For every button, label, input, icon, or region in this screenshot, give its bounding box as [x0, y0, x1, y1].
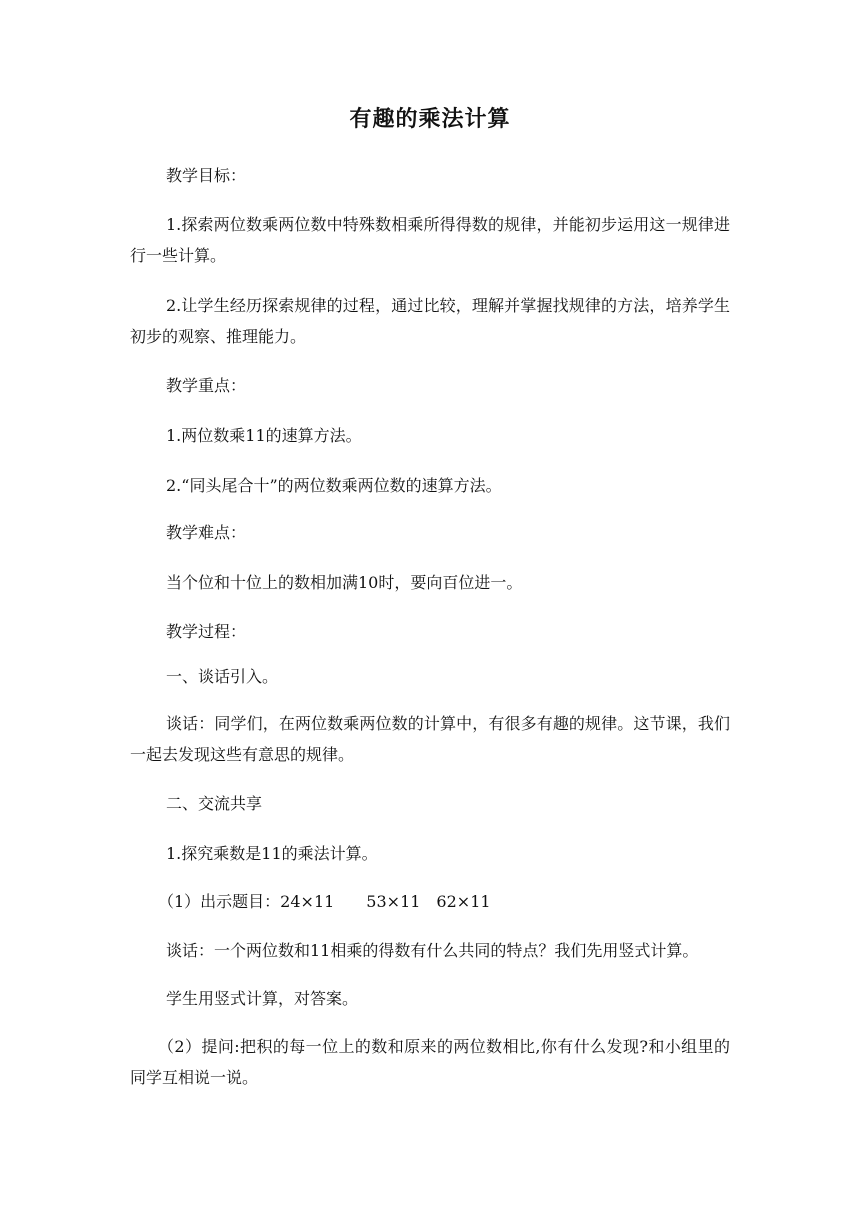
document-title: 有趣的乘法计算 [349, 106, 511, 132]
goal-2: 2.让学生经历探索规律的过程，通过比较，理解并掌握找规律的方法，培养学生初步的观察、推理能力。 [130, 296, 730, 346]
heading-difficulties: 教学难点： [166, 523, 247, 542]
problem-display: （1）出示题目：24×11 53×11 62×11 [158, 892, 491, 911]
talk-question: 谈话：一个两位数和11相乘的得数有什么共同的特点？我们先用竖式计算。 [166, 941, 699, 960]
difficulty-1: 当个位和十位上的数相加满10时，要向百位进一。 [166, 573, 523, 592]
goal-1: 1.探索两位数乘两位数中特殊数相乘所得得数的规律，并能初步运用这一规律进行一些计算。 [130, 215, 730, 265]
section-2-heading: 二、交流共享 [166, 794, 263, 813]
talk-intro: 谈话：同学们，在两位数乘两位数的计算中，有很多有趣的规律。这节课，我们一起去发现这些有意思的规律。 [130, 714, 730, 764]
question-2: （2）提问:把积的每一位上的数和原来的两位数相比,你有什么发现?和小组里的同学互相说一说。 [130, 1037, 730, 1087]
heading-teaching-goals: 教学目标： [166, 166, 247, 185]
key-point-2: 2.“同头尾合十”的两位数乘两位数的速算方法。 [166, 476, 502, 495]
key-point-1: 1.两位数乘11的速算方法。 [166, 426, 362, 445]
heading-process: 教学过程： [166, 622, 247, 641]
heading-key-points: 教学重点： [166, 376, 247, 395]
subsection-1-heading: 1.探究乘数是11的乘法计算。 [166, 844, 378, 863]
student-calc: 学生用竖式计算，对答案。 [166, 989, 359, 1008]
section-1-heading: 一、谈话引入。 [166, 667, 279, 686]
